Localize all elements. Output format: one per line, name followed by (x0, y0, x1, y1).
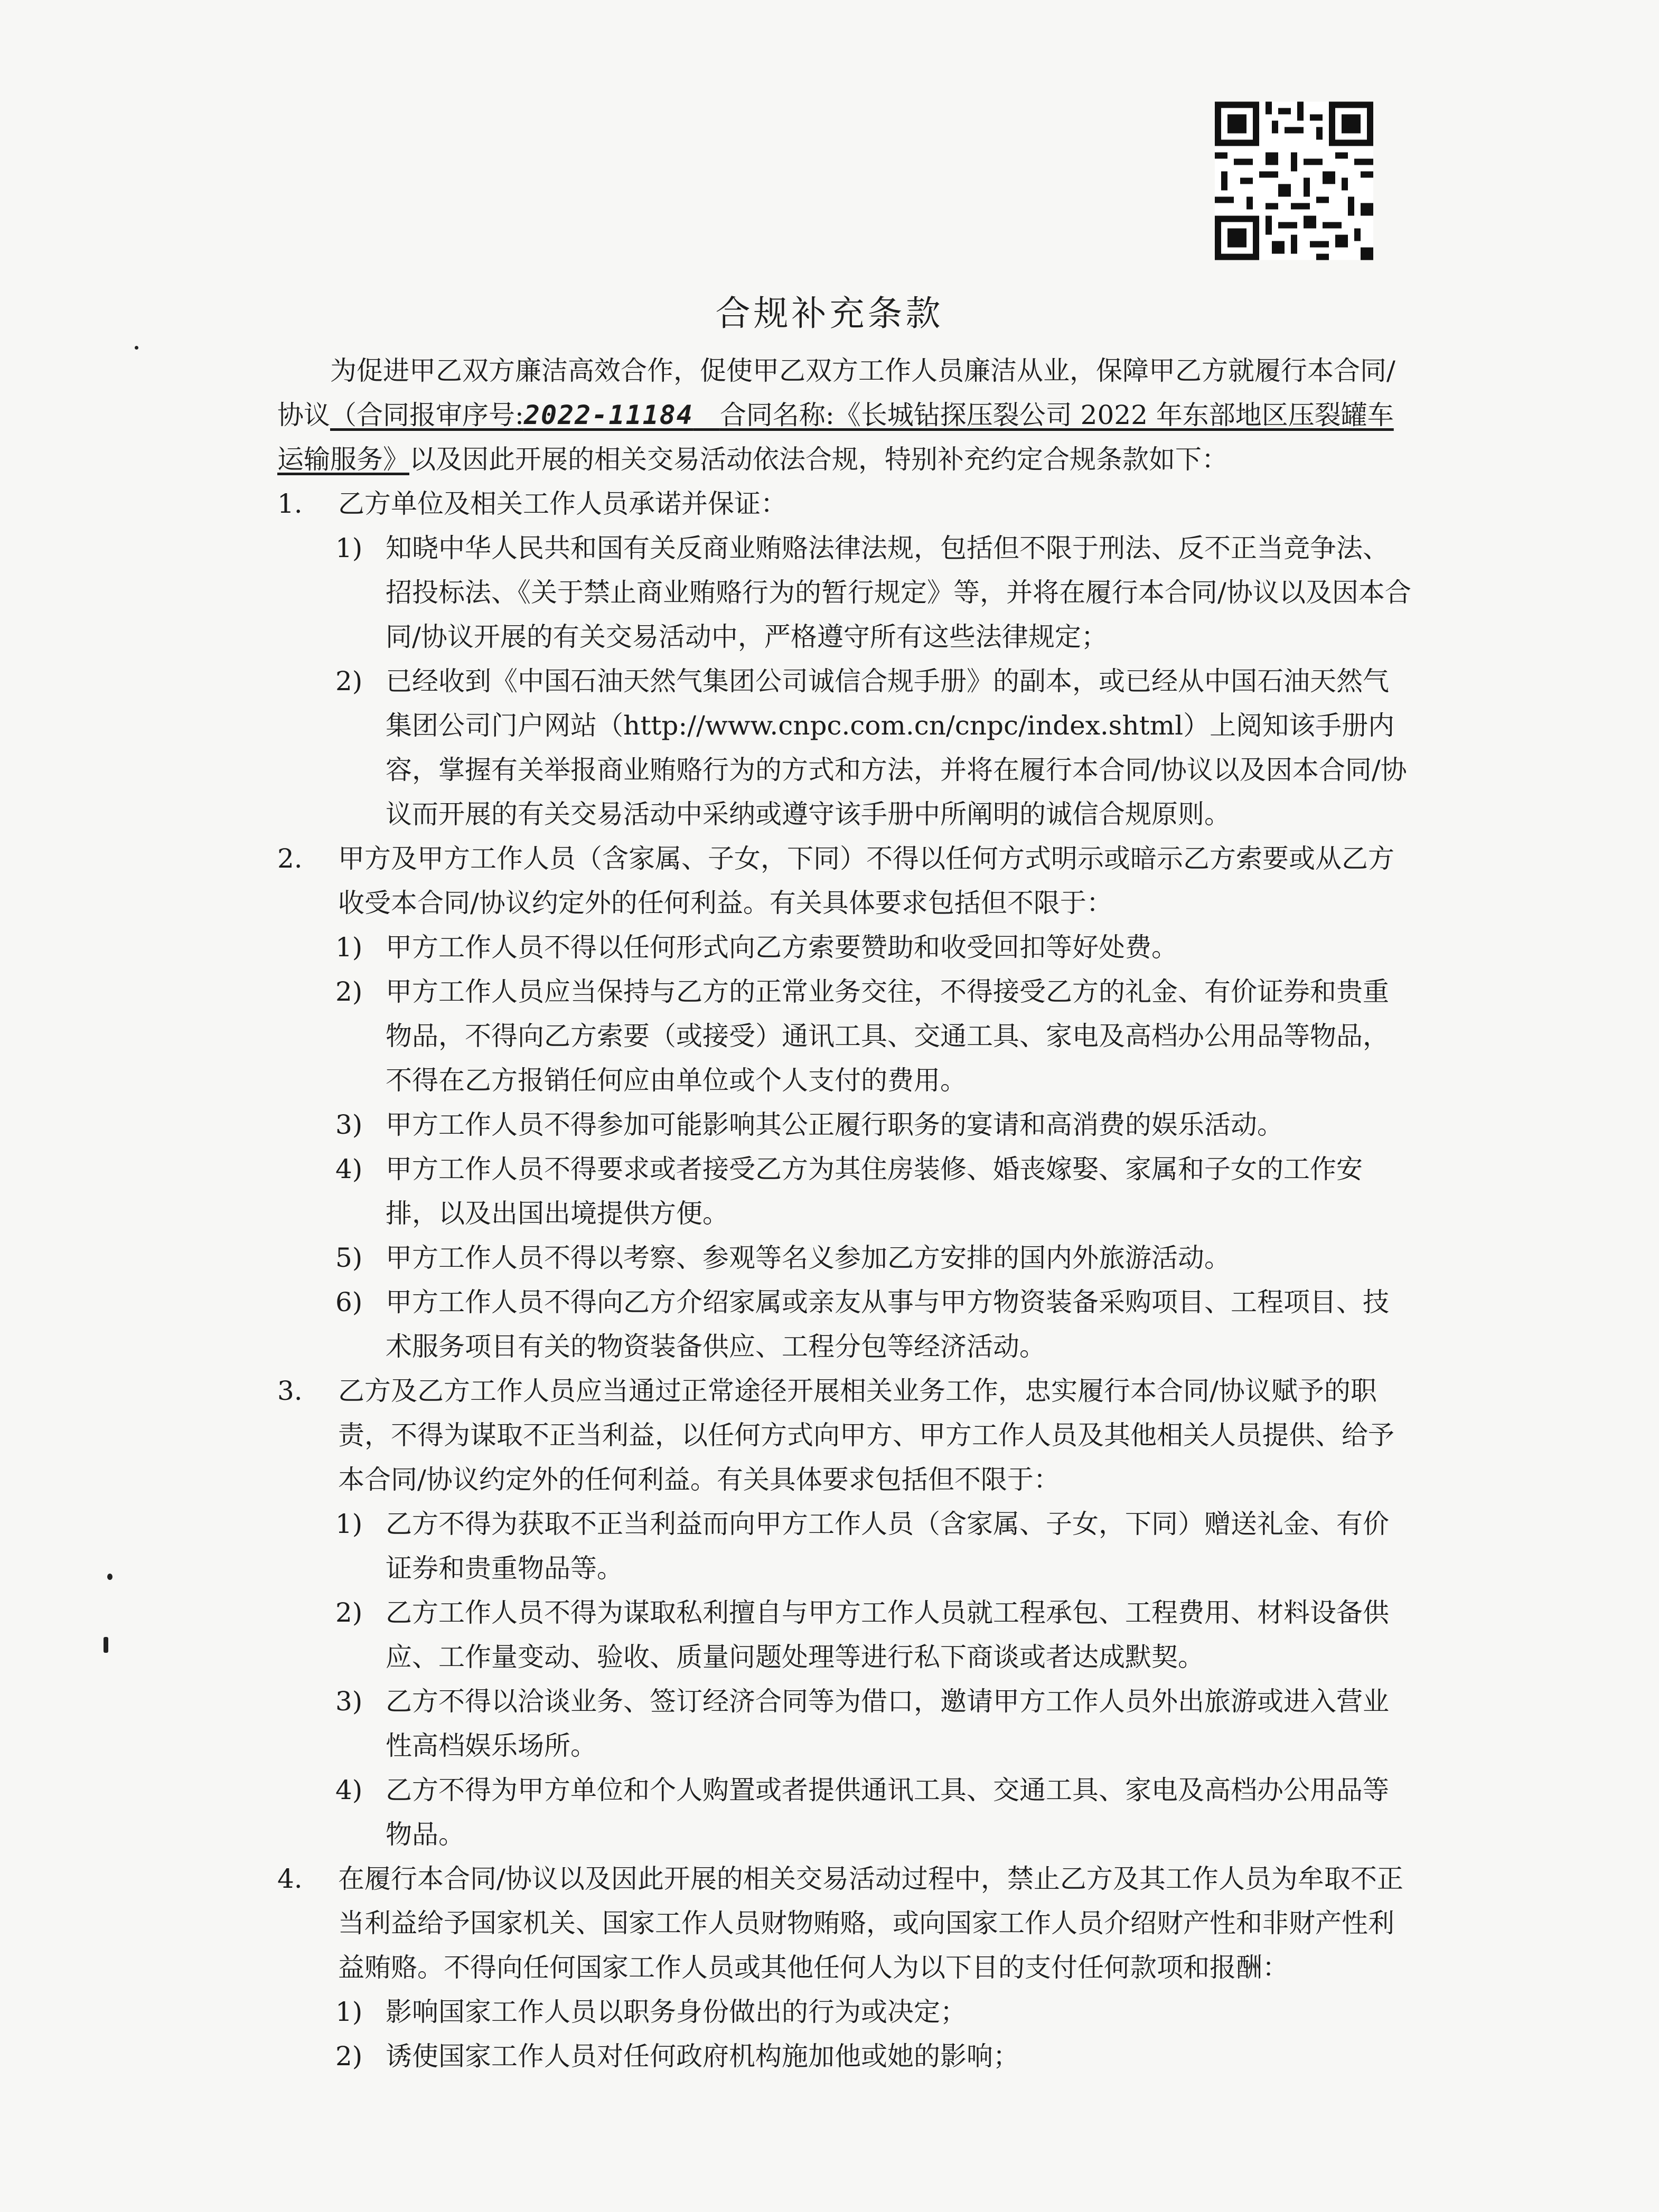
intro-paragraph (277, 349, 1413, 482)
section-text: 在履行本合同/协议以及因此开展的相关交易活动过程中，禁止乙方及其工作人员为牟取不正当利益给予国家机关、国家工作人员财物贿赂，或向国家工作人员介绍财产性和非财产性利益贿赂。不得向任何国家工作人员或其他任何人为以下目的支付任何款项和报酬： (338, 1863, 1403, 1983)
item-number: 4) (335, 1154, 363, 1184)
section-3-item-1 (277, 1502, 1413, 1590)
section-3-item-3 (277, 1679, 1413, 1768)
item-text: 影响国家工作人员以职务身份做出的行为或决定； (386, 1997, 967, 2027)
section-1-item-1 (277, 526, 1413, 659)
item-number: 1) (335, 533, 363, 563)
handwritten-contract-number: 2022-11184 (523, 400, 693, 430)
section-2-item-1 (277, 925, 1413, 969)
section-1 (277, 482, 1413, 526)
section-number: 1. (277, 488, 303, 519)
section-2-item-4 (277, 1147, 1413, 1236)
scan-speck (107, 1574, 113, 1580)
item-number: 2) (335, 1597, 363, 1628)
item-number: 3) (335, 1109, 363, 1140)
item-number: 2) (335, 976, 363, 1007)
section-2 (277, 836, 1413, 925)
item-number: 2) (335, 666, 363, 696)
item-text: 甲方工作人员不得以任何形式向乙方索要赞助和收受回扣等好处费。 (386, 932, 1178, 963)
item-text: 知晓中华人民共和国有关反商业贿赂法律法规，包括但不限于刑法、反不正当竞争法、招投标法、《关于禁止商业贿赂行为的暂行规定》等，并将在履行本合同/协议以及因本合同/协议开展的有关交易活动中，严格遵守所有这些法律规定； (386, 533, 1411, 652)
section-number: 4. (277, 1863, 303, 1894)
scan-speck (135, 346, 138, 350)
qr-code (1215, 100, 1373, 261)
item-text: 已经收到《中国石油天然气集团公司诚信合规手册》的副本，或已经从中国石油天然气集团公司门户网站（http://www.cnpc.com.cn/cnpc/index.shtml）上阅知该手册内容，掌握有关举报商业贿赂行为的方式和方法，并将在履行本合同/协议以及因本合同/协议而开展的有关交易活动中采纳或遵守该手册中所阐明的诚信合规原则。 (386, 666, 1407, 830)
section-4-item-1 (277, 1990, 1413, 2034)
section-number: 3. (277, 1376, 303, 1406)
section-2-item-2 (277, 969, 1413, 1103)
section-4-item-2 (277, 2034, 1413, 2078)
item-number: 1) (335, 1509, 363, 1539)
item-number: 2) (335, 2041, 363, 2072)
item-text: 甲方工作人员不得以考察、参观等名义参加乙方安排的国内外旅游活动。 (386, 1243, 1231, 1273)
contract-name: 合同名称:《长城钻探压裂公司 2022 年东部地区压裂罐车运输服务》 (277, 400, 1394, 475)
intro-text-2: 以及因此开展的相关交易活动依法合规，特别补充约定合规条款如下： (409, 444, 1228, 475)
section-2-item-6 (277, 1280, 1413, 1369)
item-text: 乙方不得为获取不正当利益而向甲方工作人员（含家属、子女，下同）赠送礼金、有价证券和贵重物品等。 (386, 1509, 1389, 1584)
item-text: 甲方工作人员应当保持与乙方的正常业务交往，不得接受乙方的礼金、有价证券和贵重物品，不得向乙方索要（或接受）通讯工具、交通工具、家电及高档办公用品等物品，不得在乙方报销任何应由单位或个人支付的费用。 (386, 976, 1389, 1096)
section-text: 甲方及甲方工作人员（含家属、子女，下同）不得以任何方式明示或暗示乙方索要或从乙方收受本合同/协议约定外的任何利益。有关具体要求包括但不限于： (338, 843, 1394, 918)
section-3-item-2 (277, 1590, 1413, 1679)
section-3 (277, 1369, 1413, 1502)
item-text: 甲方工作人员不得向乙方介绍家属或亲友从事与甲方物资装备采购项目、工程项目、技术服务项目有关的物资装备供应、工程分包等经济活动。 (386, 1287, 1389, 1362)
contract-no-label: （合同报审序号: (330, 400, 524, 430)
item-text: 乙方不得以洽谈业务、签订经济合同等为借口，邀请甲方工作人员外出旅游或进入营业性高档娱乐场所。 (386, 1686, 1389, 1761)
item-number: 1) (335, 1997, 363, 2027)
section-number: 2. (277, 843, 303, 874)
section-2-item-3 (277, 1103, 1413, 1147)
page-title: 合规补充条款 (715, 293, 944, 334)
item-number: 5) (335, 1243, 363, 1273)
section-text: 乙方及乙方工作人员应当通过正常途径开展相关业务工作，忠实履行本合同/协议赋予的职责，不得为谋取不正当利益，以任何方式向甲方、甲方工作人员及其他相关人员提供、给予本合同/协议约定外的任何利益。有关具体要求包括但不限于： (338, 1376, 1394, 1495)
section-2-item-5 (277, 1236, 1413, 1280)
item-number: 1) (335, 932, 363, 963)
item-number: 4) (335, 1775, 363, 1805)
section-4 (277, 1857, 1413, 1990)
scan-speck (104, 1637, 108, 1653)
item-text: 乙方不得为甲方单位和个人购置或者提供通讯工具、交通工具、家电及高档办公用品等物品。 (386, 1775, 1389, 1850)
item-text: 甲方工作人员不得参加可能影响其公正履行职务的宴请和高消费的娱乐活动。 (386, 1109, 1283, 1140)
item-number: 3) (335, 1686, 363, 1717)
item-text: 诱使国家工作人员对任何政府机构施加他或她的影响； (386, 2041, 1019, 2072)
item-number: 6) (335, 1287, 363, 1317)
item-text: 甲方工作人员不得要求或者接受乙方为其住房装修、婚丧嫁娶、家属和子女的工作安排，以及出国出境提供方便。 (386, 1154, 1363, 1229)
document-body (277, 349, 1413, 2078)
section-1-item-2 (277, 659, 1413, 836)
intro-text-1: 为促进甲乙双方廉洁高效合作，促使甲乙双方工作人员廉洁从业，保障甲乙方就履行本合同/协议 (277, 355, 1395, 430)
item-text: 乙方工作人员不得为谋取私利擅自与甲方工作人员就工程承包、工程费用、材料设备供应、工作量变动、验收、质量问题处理等进行私下商谈或者达成默契。 (386, 1597, 1389, 1672)
section-text: 乙方单位及相关工作人员承诺并保证： (338, 488, 787, 519)
section-3-item-4 (277, 1768, 1413, 1857)
